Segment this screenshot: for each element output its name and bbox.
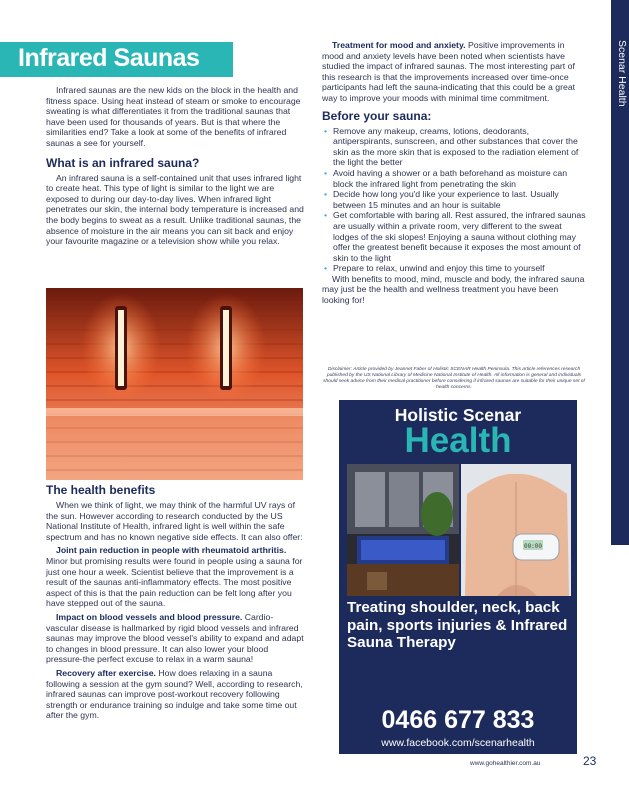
what-heading: What is an infrared sauna? bbox=[46, 155, 200, 170]
page-title: Infrared Saunas bbox=[18, 44, 200, 72]
section-tab-label: Scenar Health bbox=[616, 40, 628, 107]
page-number: 23 bbox=[583, 754, 597, 768]
advertisement bbox=[339, 400, 577, 754]
footer-url: www.gohealthier.com.au bbox=[470, 760, 541, 767]
mood-paragraph bbox=[322, 40, 586, 104]
intro-paragraph: Infrared saunas are the new kids on the block in the health and fitness space. Using heat instead of steam or smoke to encourage sweating is what differentiates it from the traditional saunas that have been used for thousands of years. But is that where the similarities end? Take a look at some of the benefits of infrared saunas a see for yourself. bbox=[46, 85, 301, 148]
closing-paragraph: With benefits to mood, mind, muscle and body, the infrared sauna may just be the health and wellness treatment you have been looking for! bbox=[322, 273, 585, 306]
left-column-top bbox=[46, 85, 304, 247]
title-banner bbox=[0, 42, 233, 77]
joint-paragraph bbox=[46, 545, 304, 609]
list-item: • Remove any makeup, creams, lotions, deodorants, antiperspirants, sunscreen, and other substances that cover the skin as the more skin that is exposed to the radiation element of the light the better bbox=[322, 126, 586, 168]
what-paragraph: An infrared sauna is a self-contained unit that uses infrared light to create heat. This type of light is similar to the light we are exposed to during our day-to-day lives. When infrared light penetrates our skin, the internal body temperature is increased and the body begins to sweat as a result. Unlike traditional saunas, the absence of moisture in the air means you can sit back and enjoy your favourite magazine or a television show while you relax. bbox=[46, 172, 304, 247]
vessels-lead: Impact on blood vessels and blood pressure. bbox=[56, 611, 243, 622]
back-treatment-photo bbox=[461, 464, 571, 596]
mood-lead: Treatment for mood and anxiety. bbox=[332, 40, 466, 50]
vessels-body: Cardio-vascular disease is hallmarked by rigid blood vessels and infrared saunas may improve the blood vessel's ability to expand and adapt to changes in blood pressure. It can also lower your blood pressure-the perfect excuse to relax in a warm sauna! bbox=[46, 611, 304, 665]
device-screen-text: 00:00 bbox=[523, 543, 543, 550]
recovery-lead: Recovery after exercise. bbox=[56, 667, 156, 678]
ad-photos bbox=[347, 464, 571, 596]
tips-list bbox=[322, 126, 586, 274]
list-item: • Decide how long you'd like your experience to last. Usually between 15 minutes and an hour is suitable bbox=[322, 189, 586, 210]
ad-headline-large: Health bbox=[404, 421, 512, 460]
recovery-paragraph bbox=[46, 668, 304, 721]
disclaimer: Disclaimer: Article provided by Jeannet Faber of Holistic SCENAR Health Peninsula. This article references research published by the US National Library of Medicine National Institute of Health. All information is general and individuals should seek advice from their medical practitioner before considering if infrared saunas are suitable for their unique set of health concerns. bbox=[323, 367, 585, 390]
ad-body: Treating shoulder, neck, back pain, sports injuries & Infrared Sauna Therapy bbox=[347, 599, 568, 651]
joint-body: Minor but promising results were found in people using a sauna for just one hour a week. Scientist believe that the improvement is a result of the saunas anti-inflammatory effects. The most positive aspect of this is that the pain reduction can be felt long after you have stepped out of the sauna. bbox=[46, 555, 303, 609]
sauna-photo bbox=[46, 288, 303, 480]
list-item: • Avoid having a shower or a bath beforehand as moisture can block the infrared light from penetrating the skin bbox=[322, 168, 586, 189]
section-tab bbox=[611, 0, 629, 545]
sauna-room-photo bbox=[347, 464, 459, 596]
health-heading: The health benefits bbox=[46, 483, 156, 497]
recovery-body: How does relaxing in a sauna following a session at the gym sound? Well, according to research, infrared saunas can improve post-workout recovery following strength or endurance training so indulge and take some time out after the gym. bbox=[46, 667, 303, 721]
ad-website: www.facebook.com/scenarhealth bbox=[381, 737, 535, 749]
before-heading: Before your sauna: bbox=[322, 108, 432, 123]
ad-headline: Holistic Scenar bbox=[394, 405, 522, 425]
mood-body: Positive improvements in mood and anxiety levels have been noted when scientists have studied the impact of infrared saunas. The most interesting part of this research is that the improvements increased over time-once participants had left the sauna-indicating that this could be a great way to improve your moods with minimal time commitment. bbox=[322, 40, 576, 103]
list-item: • Get comfortable with baring all. Rest assured, the infrared saunas are usually within a private room, very different to the sweat lodges of the ski slopes! Enjoying a sauna without clothing may offer the greatest benefit because it exposes the most amount of skin to the light bbox=[322, 210, 586, 263]
list-item: • Prepare to relax, unwind and enjoy this time to yourself bbox=[322, 263, 586, 274]
joint-lead: Joint pain reduction in people with rheumatoid arthritis. bbox=[56, 545, 287, 556]
ad-phone: 0466 677 833 bbox=[381, 706, 535, 734]
vessels-paragraph bbox=[46, 612, 304, 665]
right-column bbox=[322, 40, 586, 306]
health-paragraph: When we think of light, we may think of the harmful UV rays of the sun. However according to research conducted by the US National Institute of Health, infrared light is well within the safe spectrum and has no known negative side effects. It can also offer: bbox=[46, 500, 303, 542]
left-column-bottom bbox=[46, 484, 304, 721]
